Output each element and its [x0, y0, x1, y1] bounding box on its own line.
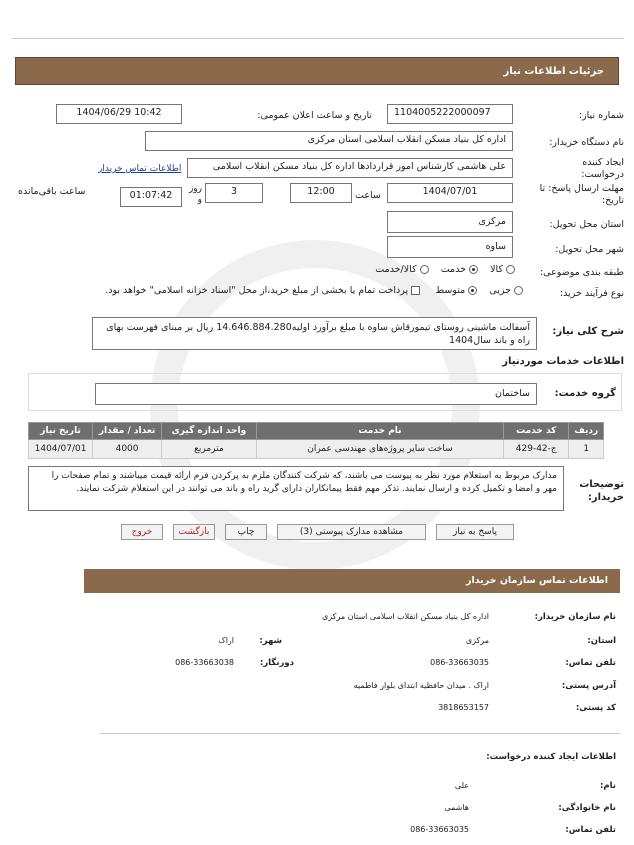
contact-postal-value: 3818653157 [438, 703, 489, 712]
buyer-org-label: نام دستگاه خریدار: [549, 137, 624, 148]
buyer-notes-field: مدارک مربوط به استعلام مورد نظر به پیوست می باشند، که شرکت کنندگان ملزم به پرکردن فرم ارائه قیمت میباشند و تمام صفحات را مهر و امضا و تکمیل کرده و ارسال نمایند. تذکر مهم فقط پیمانکاران دارای گرید راه و باند می توانند در این استعلام شرکت نمایند. [28, 466, 564, 511]
process-option-medium[interactable]: متوسط [435, 285, 477, 296]
attachments-button[interactable]: مشاهده مدارک پیوستی (3) [277, 524, 426, 540]
radio-goods-service[interactable] [420, 265, 429, 274]
buyer-contact-link[interactable]: اطلاعات تماس خریدار [98, 164, 182, 174]
contact-address-value: اراک . میدان حافظیه ابتدای بلوار فاطمیه [353, 681, 489, 690]
contact-title-text: اطلاعات تماس سازمان خریدار [465, 575, 608, 586]
payment-checkbox[interactable] [411, 286, 420, 295]
contact-org-label: نام سازمان خریدار: [534, 612, 616, 622]
requester-field: علی هاشمی کارشناس امور قراردادها اداره کل بنیاد مسکن انقلاب اسلامی [187, 158, 513, 178]
contact-section-title [84, 569, 620, 593]
creator-phone-label: تلفن تماس: [565, 825, 616, 835]
creator-last-name-label: نام خانوادگی: [558, 803, 616, 813]
table-row [29, 440, 604, 459]
col-row: ردیف [569, 423, 604, 440]
radio-minor[interactable] [514, 286, 523, 295]
col-code: کد خدمت [504, 423, 569, 440]
deadline-date-field: 1404/07/01 [387, 183, 513, 203]
days-label: روز و [188, 184, 202, 205]
contact-phone-value: 086-33663035 [430, 658, 489, 667]
radio-medium[interactable] [468, 286, 477, 295]
cell-code: ج-42-429 [504, 440, 569, 459]
contact-divider [100, 733, 620, 734]
services-section-title: اطلاعات خدمات موردنیاز [502, 356, 624, 367]
top-divider [12, 38, 624, 39]
need-number-label: شماره نیاز: [578, 110, 624, 121]
page-title-text: جزئیات اطلاعات نیاز [503, 66, 604, 77]
city-field: ساوه [387, 236, 513, 258]
description-field: آسفالت ماشینی روستای تیمورقاش ساوه با مبلغ برآورد اولیه14.646.884.280 ریال بر مبنای فهرست بهای راه و باند سال1404 [92, 317, 537, 350]
cell-row: 1 [569, 440, 604, 459]
province-label: استان محل تحویل: [549, 219, 624, 230]
category-label: طبقه بندی موضوعی: [539, 267, 624, 278]
category-radio-group [330, 264, 515, 278]
deadline-label: مهلت ارسال پاسخ: تا تاریخ: [539, 183, 624, 206]
cell-unit: مترمربع [162, 440, 257, 459]
need-number-field: 1104005222000097 [387, 104, 513, 124]
creator-phone-value: 086-33663035 [410, 825, 469, 834]
description-label: شرح کلی نیاز: [552, 326, 624, 337]
contact-province-value: مرکزی [465, 636, 489, 645]
announce-label: تاریخ و ساعت اعلان عمومی: [257, 110, 372, 121]
deadline-time-field: 12:00 [290, 183, 352, 203]
radio-goods[interactable] [506, 265, 515, 274]
requester-label: ایجاد کننده درخواست: [581, 157, 624, 180]
contact-org-value: اداره کل بنیاد مسکن انقلاب اسلامی استان مرکزی [321, 612, 489, 621]
exit-button[interactable]: خروج [121, 524, 163, 540]
cell-name: ساخت سایر پروژه‌های مهندسی عمران [256, 440, 503, 459]
city-label: شهر محل تحویل: [555, 244, 624, 255]
buyer-org-field: اداره کل بنیاد مسکن انقلاب اسلامی استان مرکزی [145, 131, 513, 151]
contact-postal-label: کد پستی: [575, 703, 616, 713]
remaining-label: ساعت باقی‌مانده [18, 186, 86, 197]
contact-phone-label: تلفن تماس: [565, 658, 616, 668]
contact-city-label: شهر: [259, 636, 282, 646]
reply-button[interactable]: پاسخ به نیاز [436, 524, 514, 540]
col-quantity: تعداد / مقدار [93, 423, 162, 440]
creator-section-title: اطلاعات ایجاد کننده درخواست: [486, 752, 616, 762]
col-date: تاریخ نیاز [29, 423, 93, 440]
cell-quantity: 4000 [93, 440, 162, 459]
contact-province-label: استان: [587, 636, 616, 646]
service-group-label: گروه خدمت: [554, 388, 616, 399]
days-field: 3 [205, 183, 263, 203]
announce-field: 1404/06/29 10:42 [56, 104, 182, 124]
category-option-service[interactable]: خدمت [441, 264, 478, 275]
page-title [15, 57, 619, 85]
process-radio-group [45, 285, 523, 299]
province-field: مرکزی [387, 211, 513, 233]
col-name: نام خدمت [256, 423, 503, 440]
contact-city-value: اراک [218, 636, 234, 645]
print-button[interactable]: چاپ [225, 524, 267, 540]
radio-service[interactable] [469, 265, 478, 274]
col-unit: واحد اندازه گیری [162, 423, 257, 440]
process-option-minor[interactable]: جزیی [489, 285, 523, 296]
remaining-time-field: 01:07:42 [120, 187, 182, 207]
process-label: نوع فرآیند خرید: [559, 288, 624, 299]
back-button[interactable]: بازگشت [173, 524, 215, 540]
contact-address-label: آدرس پستی: [561, 681, 616, 691]
services-table-header [29, 423, 604, 440]
time-label: ساعت [355, 190, 381, 201]
category-option-goods[interactable]: کالا [490, 264, 515, 275]
creator-last-name-value: هاشمی [444, 803, 469, 812]
service-group-field: ساختمان [95, 383, 537, 405]
contact-fax-label: دورنگار: [259, 658, 294, 668]
creator-first-name-label: نام: [599, 781, 616, 791]
cell-date: 1404/07/01 [29, 440, 93, 459]
category-option-goods-service[interactable]: کالا/خدمت [375, 264, 428, 275]
payment-note: پرداخت تمام یا بخشی از مبلغ خرید،از محل "اسناد خزانه اسلامی" خواهد بود. [105, 285, 409, 296]
contact-fax-value: 086-33663038 [175, 658, 234, 667]
services-table [28, 422, 604, 459]
creator-first-name-value: علی [454, 781, 469, 790]
buyer-notes-label: توضیحات خریدار: [579, 479, 624, 503]
